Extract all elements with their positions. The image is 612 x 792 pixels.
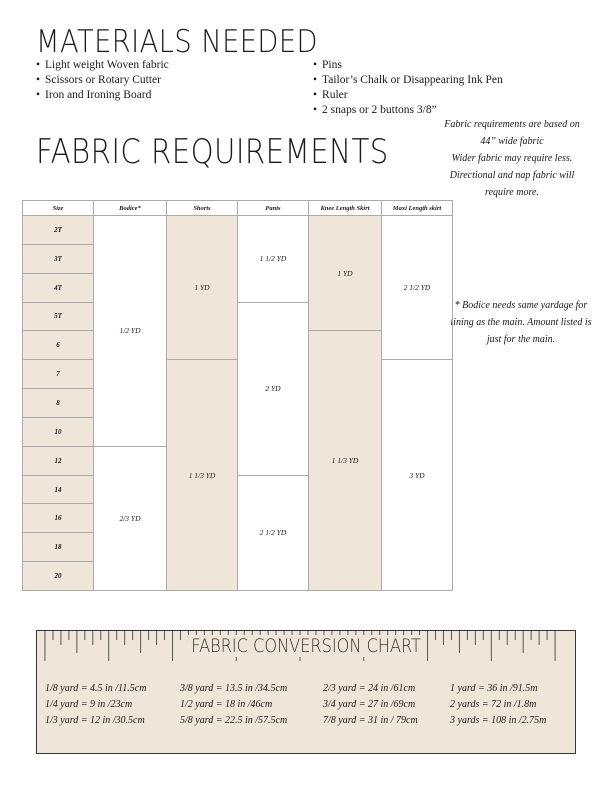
fabric-requirements-title: FABRIC REQUIREMENTS (36, 132, 389, 172)
header-shorts: Shorts (167, 201, 238, 216)
size-cell: 20 (23, 562, 94, 591)
conversion-entry: 3/4 yard = 27 in /69cm (323, 699, 416, 710)
maxi-skirt-cell: 3 YD (382, 360, 453, 591)
conversion-column (45, 681, 146, 729)
material-item: • Tailor’s Chalk or Disappearing Ink Pen (313, 73, 503, 88)
conversion-entry: 3/8 yard = 13.5 in /34.5cm (180, 683, 288, 694)
conversion-entry: 1/8 yard = 4.5 in /11.5cm (45, 683, 147, 694)
size-cell: 2T (23, 216, 94, 245)
shorts-cell: 1 YD (167, 216, 238, 360)
conversion-chart (36, 630, 576, 754)
knee-skirt-cell: 1 1/3 YD (309, 331, 382, 591)
size-cell: 3T (23, 244, 94, 273)
size-cell: 16 (23, 504, 94, 533)
maxi-skirt-cell: 2 1/2 YD (382, 216, 453, 360)
materials-list-right (313, 58, 503, 118)
size-cell: 18 (23, 533, 94, 562)
note-line: just for the main. (486, 334, 556, 345)
size-cell: 8 (23, 389, 94, 418)
conversion-column (450, 681, 546, 729)
size-cell: 10 (23, 417, 94, 446)
size-cell: 14 (23, 475, 94, 504)
material-item: • Iron and Ironing Board (36, 88, 169, 103)
note-line: Fabric requirements are based on (444, 119, 580, 130)
bodice-cell: 1/2 YD (94, 216, 167, 447)
fabric-note (432, 116, 592, 201)
table-header-row (23, 201, 453, 216)
bodice-note (436, 297, 606, 348)
materials-list-left (36, 58, 169, 103)
header-pants: Pants (238, 201, 309, 216)
header-knee-skirt: Knee Length Skirt (309, 201, 382, 216)
fabric-requirements-table (22, 200, 453, 591)
note-line: require more. (485, 187, 539, 198)
pants-cell: 2 YD (238, 302, 309, 475)
size-cell: 12 (23, 446, 94, 475)
conversion-column (323, 681, 418, 729)
conversion-entry: 1/2 yard = 18 in /46cm (180, 699, 273, 710)
bodice-cell: 2/3 YD (94, 446, 167, 590)
note-line: lining as the main. Amount listed is (450, 317, 592, 328)
note-line: * Bodice needs same yardage for (454, 300, 588, 311)
shorts-cell: 1 1/3 YD (167, 360, 238, 591)
conversion-entry: 1 yard = 36 in /91.5m (450, 683, 538, 694)
pants-cell: 1 1/2 YD (238, 216, 309, 303)
size-cell: 6 (23, 331, 94, 360)
table-row (23, 216, 453, 245)
material-item: • Pins (313, 58, 503, 73)
materials-title: MATERIALS NEEDED (36, 24, 318, 60)
size-cell: 4T (23, 273, 94, 302)
conversion-entry: 3 yards = 108 in /2.75m (450, 715, 547, 726)
material-item: • 2 snaps or 2 buttons 3/8” (313, 103, 503, 118)
note-line: 44” wide fabric (480, 136, 544, 147)
conversion-entry: 1/4 yard = 9 in /23cm (45, 699, 133, 710)
note-line: Directional and nap fabric will (449, 170, 575, 181)
knee-skirt-cell: 1 YD (309, 216, 382, 331)
conversion-entry: 1/3 yard = 12 in /30.5cm (45, 715, 145, 726)
pants-cell: 2 1/2 YD (238, 475, 309, 590)
conversion-entry: 2 yards = 72 in /1.8m (450, 699, 537, 710)
material-item: • Ruler (313, 88, 503, 103)
note-line: Wider fabric may require less. (451, 153, 573, 164)
header-maxi-skirt: Maxi Length skirt (382, 201, 453, 216)
conversion-column (180, 681, 287, 729)
conversion-title-text: FABRIC CONVERSION CHART (188, 635, 424, 657)
size-cell: 5T (23, 302, 94, 331)
conversion-entry: 7/8 yard = 31 in / 79cm (323, 715, 418, 726)
material-item: • Scissors or Rotary Cutter (36, 73, 169, 88)
conversion-title (37, 635, 575, 657)
material-item: • Light weight Woven fabric (36, 58, 169, 73)
header-size: Size (23, 201, 94, 216)
size-cell: 7 (23, 360, 94, 389)
conversion-entry: 5/8 yard = 22.5 in /57.5cm (180, 715, 288, 726)
conversion-entry: 2/3 yard = 24 in /61cm (323, 683, 416, 694)
header-bodice: Bodice* (94, 201, 167, 216)
